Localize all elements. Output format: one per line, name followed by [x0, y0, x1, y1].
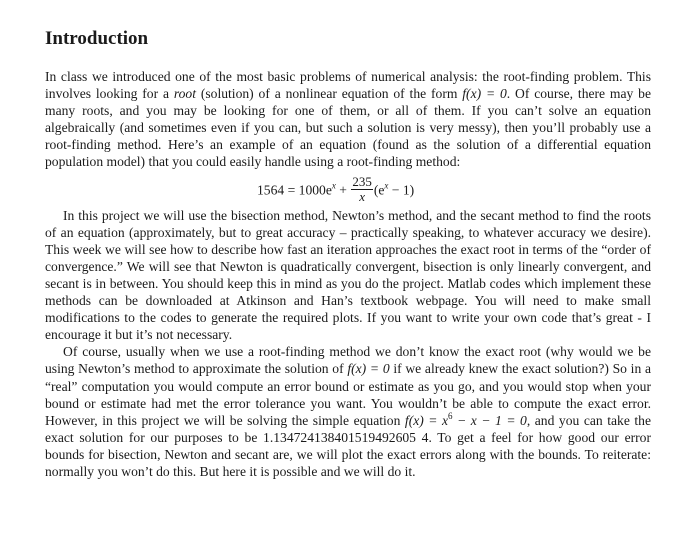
equation-fraction [351, 175, 373, 204]
p1-text-c: . Of course, there may be many roots, and you may be looking for one of them, or all of them. If you can’t solve an equation algebraically (and sometimes even if you can, but such a solution is very messy), then you’ll probably use a root-finding method. Here’s an example of an equation (found as the solution of a differential equation population model) that you could easily handle using a root-finding method: [45, 86, 651, 170]
p1-text-a: In class we introduced one of the most basic problems of numerical analysis: the root-finding problem. This involves looking for a [45, 69, 651, 102]
equation-lhs: 1564 = 1000e [257, 182, 332, 198]
p3-text-c: , and you can take the exact solution for our purposes to be 1.134724138401519492605 4. To get a feel for how good our error bounds for bisection, Newton and secant are, we will plot the exact errors along with the bounds. To reiterate: normally you won’t do this. But here it is possible and we will do it. [45, 412, 651, 479]
section-heading: Introduction [45, 28, 149, 49]
paragraph-methods: In this project we will use the bisection method, Newton’s method, and the secant method to find the roots of an equation (approximately, but to great accuracy – practically speaking, to whatever accuracy we desire). This week we will see how to describe how fast an iteration approaches the exact root in terms of the “order of convergence.” We will see that Newton is quadratically convergent, bisection is only linearly convergent, and secant is in between. You should keep this in mind as you do the project. Matlab codes which implement these methods can be downloaded at Atkinson and Han’s textbook webpage. You will need to make small modifications to the codes to generate the required plots. If you want to write your own code that’s great - I encourage it but it’s not necessary. [45, 207, 651, 343]
display-equation [45, 171, 651, 207]
equation-plus: + [335, 182, 351, 198]
root-term: root [173, 86, 196, 102]
inline-math-fx: f(x) = 0 [462, 86, 507, 102]
equation-exponent-2: x [384, 180, 389, 191]
p3-text-b: if we already knew the exact solution?) So in a “real” computation you would compute an error bound or estimate as you go, and you would stop when your bound or estimate had met the error tolerance you want. You wouldn’t be able to compute the exact error. However, in this project we will be solving the simple equation [45, 361, 652, 428]
p1-text-b: (solution) of a nonlinear equation of the form [196, 86, 463, 102]
equation-exponent-1: x [331, 180, 336, 191]
paragraph-errors [45, 343, 651, 480]
paragraph-intro [45, 68, 651, 171]
inline-math-exponent: 6 [448, 410, 453, 421]
fraction-denominator: x [359, 188, 365, 204]
equation-paren-close: − 1) [388, 182, 415, 198]
inline-math-eq-lhs: f(x) = x [404, 412, 449, 428]
inline-math-eq-rhs: − x − 1 = 0 [452, 412, 527, 428]
inline-math-fx-2: f(x) = 0 [347, 361, 390, 377]
p3-text-a: Of course, usually when we use a root-finding method we don’t know the exact root (why would we be using Newton’s method to approximate the solution of [45, 344, 651, 377]
fraction-numerator: 235 [352, 173, 372, 189]
equation-paren-open: (e [373, 182, 385, 198]
document-page [45, 26, 651, 480]
